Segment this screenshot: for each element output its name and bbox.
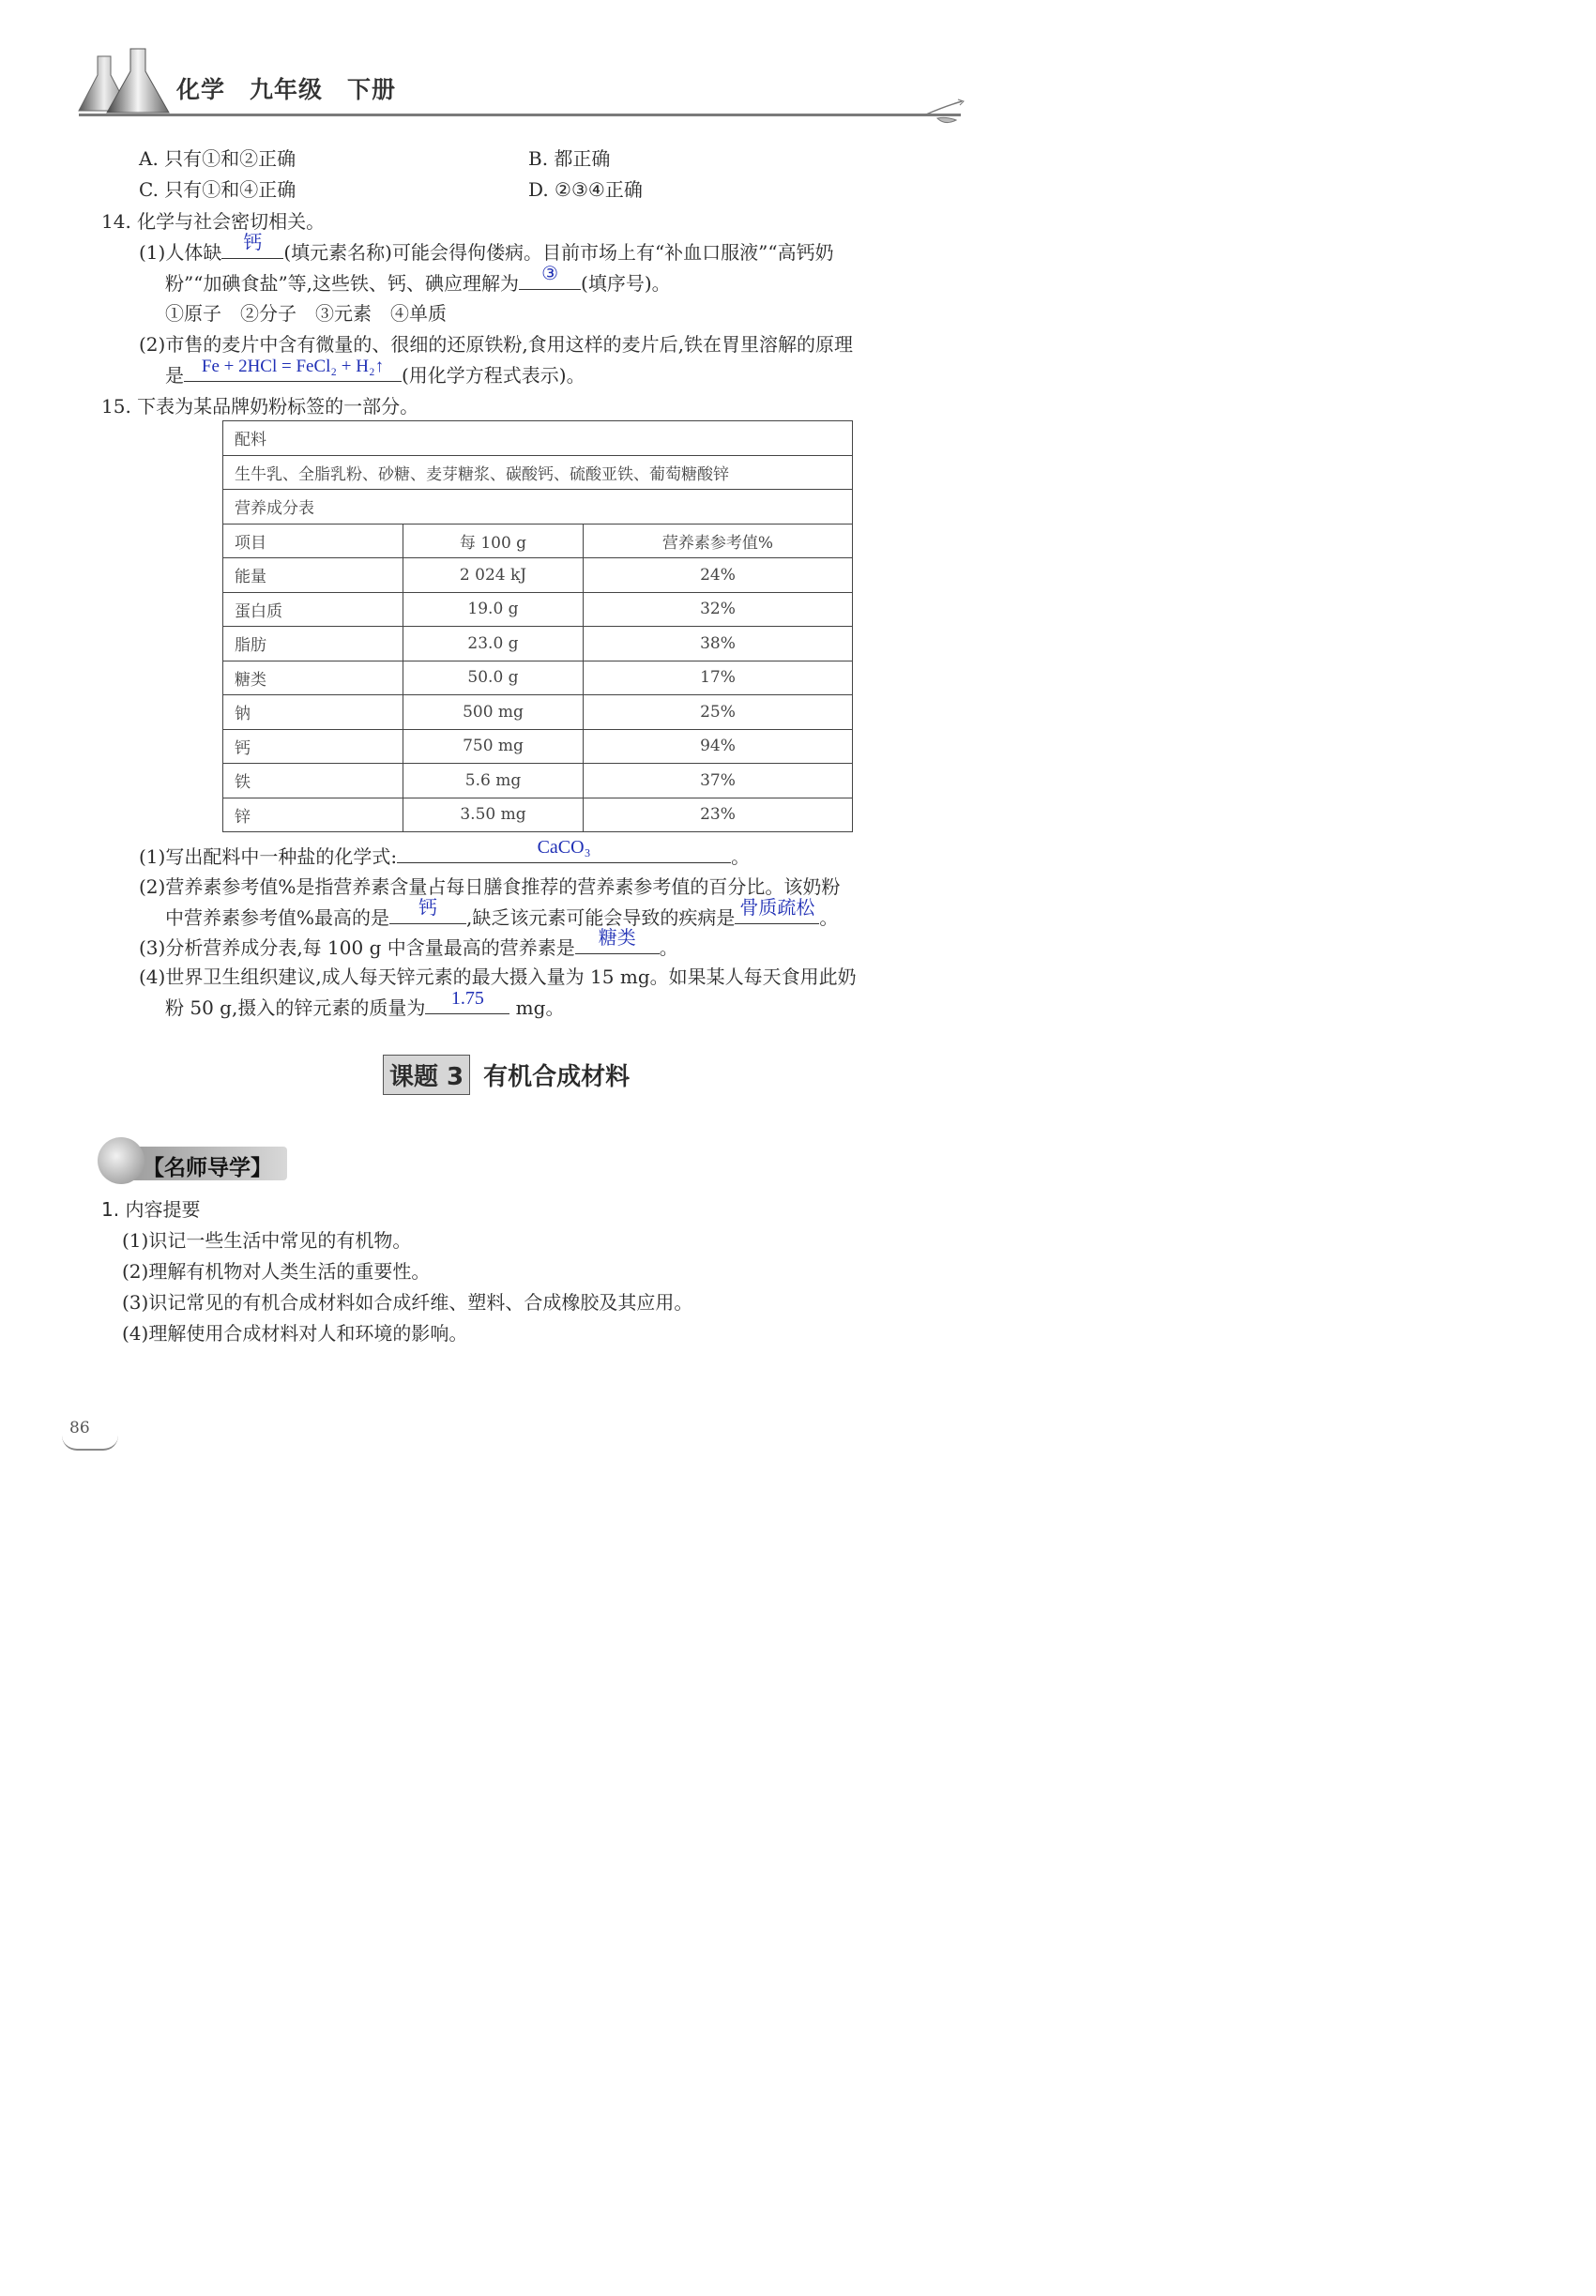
answer-blank	[735, 898, 819, 924]
q14-part2-line2: 是 Fe + 2HCl = FeCl₂ + H₂↑ (用化学方程式表示)。	[165, 357, 585, 387]
section-title	[383, 1055, 630, 1095]
nutrition-header: 营养成分表	[223, 490, 853, 525]
q15-sub3: (3)分析营养成分表,每 100 g 中含量最高的营养素是 糖类 。	[139, 933, 678, 960]
answer-blank	[389, 898, 466, 924]
vine-ornament-icon	[924, 98, 965, 131]
q15-sub2-line2: 中营养素参考值%最高的是 钙 ,缺乏该元素可能会导致的疾病是 骨质疏松 。	[165, 903, 838, 930]
question-14-stem: 14. 化学与社会密切相关。	[101, 210, 326, 233]
page-number: 86	[69, 1419, 90, 1437]
q15-sub4-line1: (4)世界卫生组织建议,成人每天锌元素的最大摄入量为 15 mg。如果某人每天食用此奶	[139, 966, 857, 988]
table-header-row	[223, 524, 853, 558]
answer-blank	[519, 264, 581, 290]
option-c: C. 只有①和④正确	[139, 178, 296, 201]
disc-icon	[98, 1137, 144, 1184]
ingredients-list: 生牛乳、全脂乳粉、砂糖、麦芽糖浆、碳酸钙、硫酸亚铁、葡萄糖酸锌	[223, 455, 853, 490]
guide-item: (1)识记一些生活中常见的有机物。	[122, 1229, 412, 1252]
handwritten-answer: ③	[541, 264, 558, 284]
option-b: B. 都正确	[528, 147, 611, 170]
answer-blank	[575, 928, 660, 954]
handwritten-equation: Fe + 2HCl = FeCl₂ + H₂↑	[201, 357, 385, 376]
answer-blank	[425, 988, 509, 1014]
milk-powder-label-table	[222, 420, 853, 832]
column-header: 营养素参考值%	[584, 524, 853, 558]
q14-part1-line2: 粉”“加碘食盐”等,这些铁、钙、碘应理解为 ③ (填序号)。	[165, 264, 671, 295]
answer-blank	[184, 357, 402, 382]
table-row: 锌 3.50 mg 23%	[223, 798, 853, 832]
table-row: 钠 500 mg 25%	[223, 695, 853, 730]
table-row: 铁 5.6 mg 37%	[223, 764, 853, 798]
answer-blank	[221, 233, 283, 259]
handwritten-answer: 糖类	[598, 928, 636, 949]
q14-part1-line1: (1)人体缺 钙 (填元素名称)可能会得佝偻病。目前市场上有“补血口服液”“高钙奶	[139, 237, 834, 265]
header-divider	[79, 114, 961, 116]
question-15-stem: 15. 下表为某品牌奶粉标签的一部分。	[101, 395, 419, 418]
section-name: 有机合成材料	[483, 1063, 631, 1091]
q15-sub1: (1)写出配料中一种盐的化学式: CaCO₃ 。	[139, 837, 751, 868]
page-header-title: 化学 九年级 下册	[176, 76, 397, 103]
section-tag: 课题 3	[383, 1055, 470, 1095]
q14-part2-line1: (2)市售的麦片中含有微量的、很细的还原铁粉,食用这样的麦片后,铁在胃里溶解的原理	[139, 333, 854, 356]
guide-item: (4)理解使用合成材料对人和环境的影响。	[122, 1322, 468, 1345]
option-a: A. 只有①和②正确	[139, 147, 296, 170]
page-number-ornament	[62, 1436, 118, 1451]
table-row: 能量 2 024 kJ 24%	[223, 558, 853, 593]
guide-item: (2)理解有机物对人类生活的重要性。	[122, 1260, 431, 1283]
guide-heading: 1. 内容提要	[101, 1198, 201, 1221]
guide-title: 【名师导学】	[143, 1156, 272, 1180]
q15-sub4-line2: 粉 50 g,摄入的锌元素的质量为 1.75 mg。	[165, 988, 565, 1019]
q14-choices: ①原子 ②分子 ③元素 ④单质	[165, 302, 447, 325]
guide-banner	[98, 1137, 285, 1186]
table-row: 糖类 50.0 g 17%	[223, 661, 853, 695]
option-d: D. ②③④正确	[528, 178, 643, 201]
handwritten-answer: 骨质疏松	[739, 898, 815, 919]
q15-sub2-line1: (2)营养素参考值%是指营养素含量占每日膳食推荐的营养素参考值的百分比。该奶粉	[139, 875, 841, 898]
handwritten-answer: CaCO₃	[537, 837, 591, 858]
handwritten-answer: 1.75	[450, 988, 484, 1009]
answer-blank	[397, 837, 731, 863]
ingredients-header: 配料	[223, 421, 853, 456]
column-header: 项目	[223, 524, 403, 558]
table-row: 钙 750 mg 94%	[223, 729, 853, 764]
table-row: 脂肪 23.0 g 38%	[223, 627, 853, 661]
column-header: 每 100 g	[403, 524, 584, 558]
guide-item: (3)识记常见的有机合成材料如合成纤维、塑料、合成橡胶及其应用。	[122, 1291, 693, 1314]
handwritten-answer: 钙	[418, 898, 438, 919]
flask-icon	[105, 47, 171, 114]
handwritten-answer: 钙	[243, 233, 263, 253]
table-row: 蛋白质 19.0 g 32%	[223, 592, 853, 627]
